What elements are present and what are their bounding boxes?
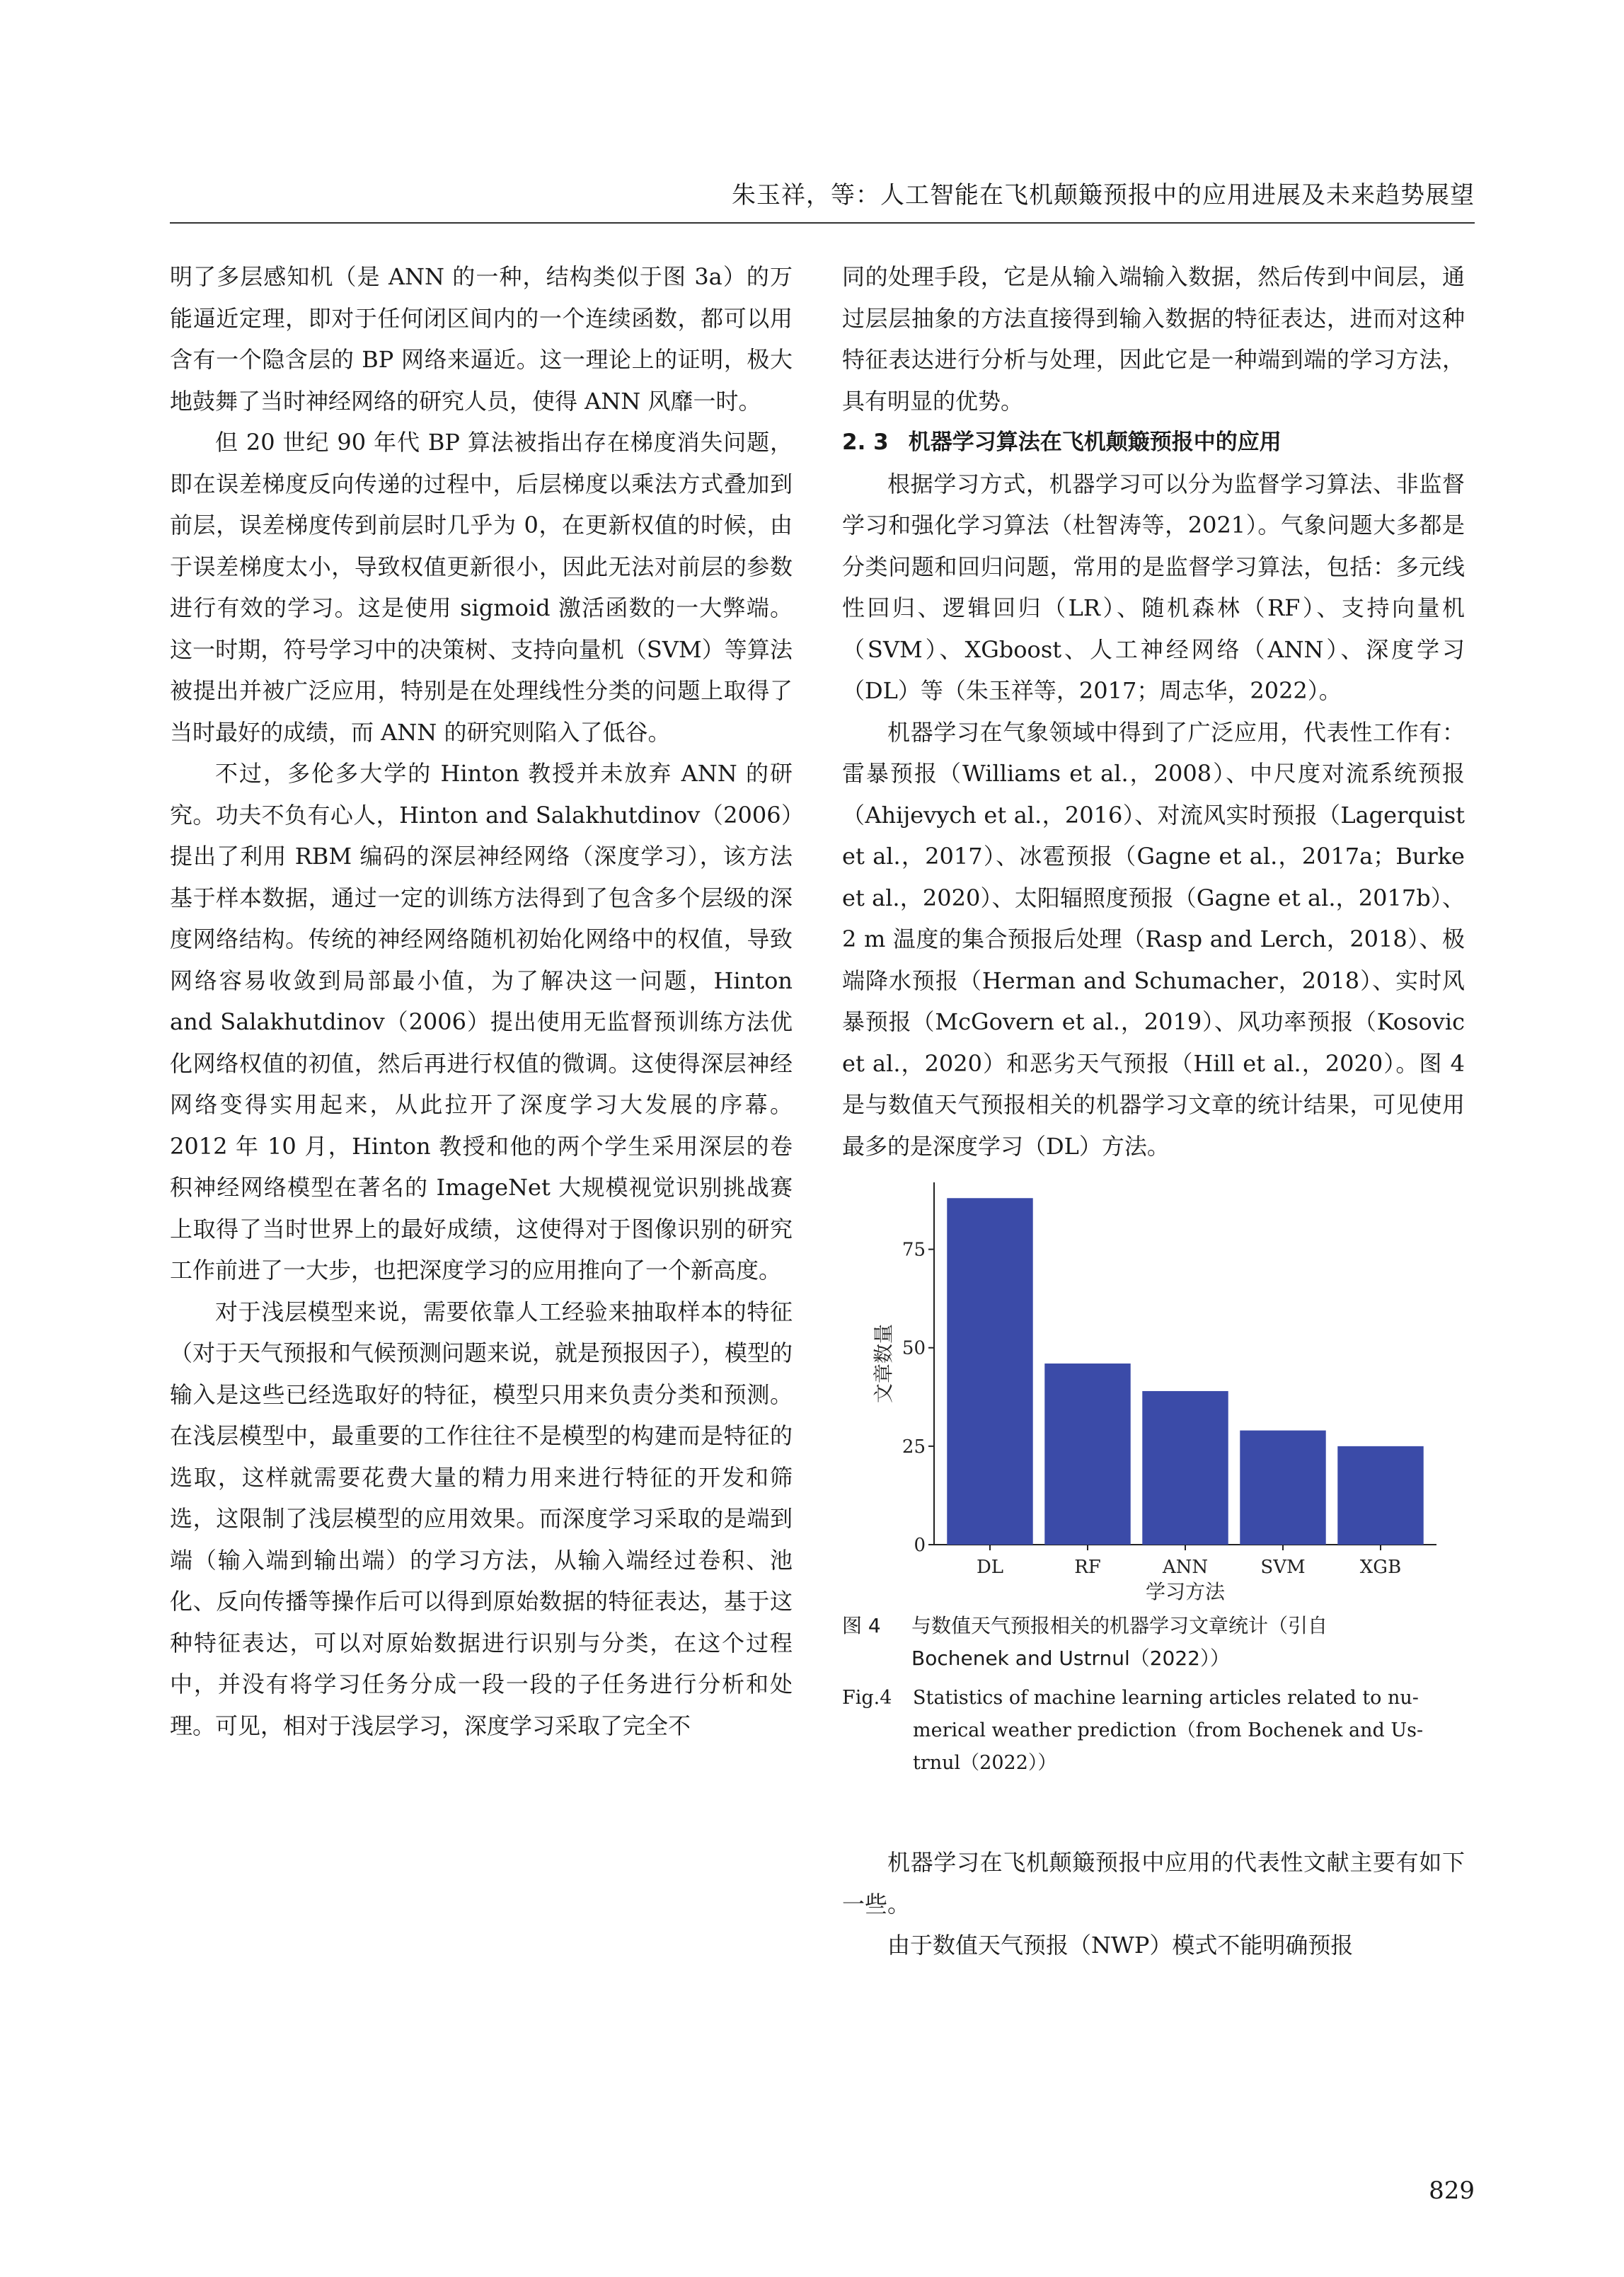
running-title: 朱玉祥，等：人工智能在飞机颠簸预报中的应用进展及未来趋势展望 [732,181,1475,209]
x-tick-label: ANN [1162,1557,1209,1578]
bar-dl [947,1198,1032,1545]
caption-en-line2: merical weather prediction（from Bochenek and Us- [913,1719,1424,1741]
caption-cn-line2: Bochenek and Ustrnul（2022）） [911,1647,1230,1670]
y-axis-label: 文章数量 [872,1323,895,1404]
bar-chart [842,1174,1465,1606]
paragraph: 机器学习在飞机颠簸预报中应用的代表性文献主要有如下一些。 [842,1849,1465,1918]
y-tick-label: 75 [902,1239,926,1261]
caption-cn [842,1610,1465,1675]
y-tick-label: 0 [914,1535,926,1556]
paragraph: 机器学习在气象领域中得到了广泛应用，代表性工作有：雷暴预报（Williams et al.，2008）、中尺度对流系统预报（Ahijevych et al.，2016）、对流风实时预报（Lagerquist et al.，2017）、冰雹预报（Gagne et al.，2017a；Burke et al.，2020）、太阳辐照度预报（Gagne et al.，2017b）、2 m 温度的集合预报后处理（Rasp and Lerch，2018）、极端降水预报（Herman and Schumacher，2018）、实时风暴预报（McGovern et al.，2019）、风功率预报（Kosovic et al.，2020）和恶劣天气预报（Hill et al.，2020）。图 4 是与数值天气预报相关的机器学习文章的统计结果，可见使用最多的是深度学习（DL）方法。 [842,718,1465,1160]
x-tick-label: XGB [1359,1557,1402,1578]
bar-xgb [1337,1446,1423,1545]
y-tick-label: 50 [902,1337,926,1359]
caption-en-tag: Fig.4 [842,1687,892,1709]
header-rule [170,222,1475,224]
section-heading [842,422,1465,463]
paragraph: 根据学习方式，机器学习可以分为监督学习算法、非监督学习和强化学习算法（杜智涛等，2021）。气象问题大多都是分类问题和回归问题，常用的是监督学习算法，包括：多元线性回归、逻辑回归（LR）、随机森林（RF）、支持向量机（SVM）、XGboost、人工神经网络（ANN）、深度学习（DL）等（朱玉祥等，2017；周志华，2022）。 [842,470,1465,704]
page-number: 829 [1429,2177,1475,2205]
caption-en-line1: Statistics of machine learning articles related to nu- [913,1687,1419,1709]
right-column [842,256,1465,1966]
paragraph: 由于数值天气预报（NWP）模式不能明确预报 [887,1932,1354,1959]
caption-cn-tag: 图 4 [842,1614,881,1637]
x-tick-label: RF [1074,1557,1101,1578]
bar-ann [1142,1391,1228,1545]
x-tick-label: DL [976,1557,1004,1578]
section-title: 机器学习算法在飞机颠簸预报中的应用 [908,430,1282,455]
caption-en-line3: trnul（2022）） [913,1752,1057,1774]
y-tick-label: 25 [902,1436,926,1458]
x-axis-label: 学习方法 [1145,1580,1226,1603]
x-tick-label: SVM [1260,1557,1306,1578]
paragraph: 但 20 世纪 90 年代 BP 算法被指出存在梯度消失问题，即在误差梯度反向传递的过程中，后层梯度以乘法方式叠加到前层，误差梯度传到前层时几乎为 0，在更新权值的时候，由于误差梯度太小，导致权值更新很小，因此无法对前层的参数进行有效的学习。这是使用 sigmoid 激活函数的一大弊端。这一时期，符号学习中的决策树、支持向量机（SVM）等算法被提出并被广泛应用，特别是在处理线性分类的问题上取得了当时最好的成绩，而 ANN 的研究则陷入了低谷。 [170,429,793,746]
bar-svm [1240,1431,1325,1545]
paragraph: 同的处理手段，它是从输入端输入数据，然后传到中间层，通过层层抽象的方法直接得到输入数据的特征表达，进而对这种特征表达进行分析与处理，因此它是一种端到端的学习方法，具有明显的优势。 [842,263,1465,415]
left-column [170,256,793,1746]
paragraph: 明了多层感知机（是 ANN 的一种，结构类似于图 3a）的万能逼近定理，即对于任何闭区间内的一个连续函数，都可以用含有一个隐含层的 BP 网络来逼近。这一理论上的证明，极大地鼓舞了当时神经网络的研究人员，使得 ANN 风靡一时。 [170,263,793,415]
paragraph: 不过，多伦多大学的 Hinton 教授并未放弃 ANN 的研究。功夫不负有心人，Hinton and Salakhutdinov（2006）提出了利用 RBM 编码的深层神经网络（深度学习），该方法基于样本数据，通过一定的训练方法得到了包含多个层级的深度网络结构。传统的神经网络随机初始化网络中的权值，导致网络容易收敛到局部最小值，为了解决这一问题，Hinton and Salakhutdinov（2006）提出使用无监督预训练方法优化网络权值的初值，然后再进行权值的微调。这使得深层神经网络变得实用起来，从此拉开了深度学习大发展的序幕。2012 年 10 月，Hinton 教授和他的两个学生采用深层的卷积神经网络模型在著名的 ImageNet 大规模视觉识别挑战赛上取得了当时世界上的最好成绩，这使得对于图像识别的研究工作前进了一大步，也把深度学习的应用推向了一个新高度。 [170,760,793,1284]
paragraph: 对于浅层模型来说，需要依靠人工经验来抽取样本的特征（对于天气预报和气候预测问题来说，就是预报因子），模型的输入是这些已经选取好的特征，模型只用来负责分类和预测。在浅层模型中，最重要的工作往往不是模型的构建而是特征的选取，这样就需要花费大量的精力用来进行特征的开发和筛选，这限制了浅层模型的应用效果。而深度学习采取的是端到端（输入端到输出端）的学习方法，从输入端经过卷积、池化、反向传播等操作后可以得到原始数据的特征表达，基于这种特征表达，可以对原始数据进行识别与分类，在这个过程中，并没有将学习任务分成一段一段的子任务进行分析和处理。可见，相对于浅层学习，深度学习采取了完全不 [170,1298,793,1739]
caption-cn-line1: 与数值天气预报相关的机器学习文章统计（引自 [911,1614,1328,1637]
caption-en [842,1682,1465,1780]
section-number: 2. 3 [842,430,889,455]
figure-4 [842,1174,1465,1818]
bar-rf [1044,1364,1130,1545]
